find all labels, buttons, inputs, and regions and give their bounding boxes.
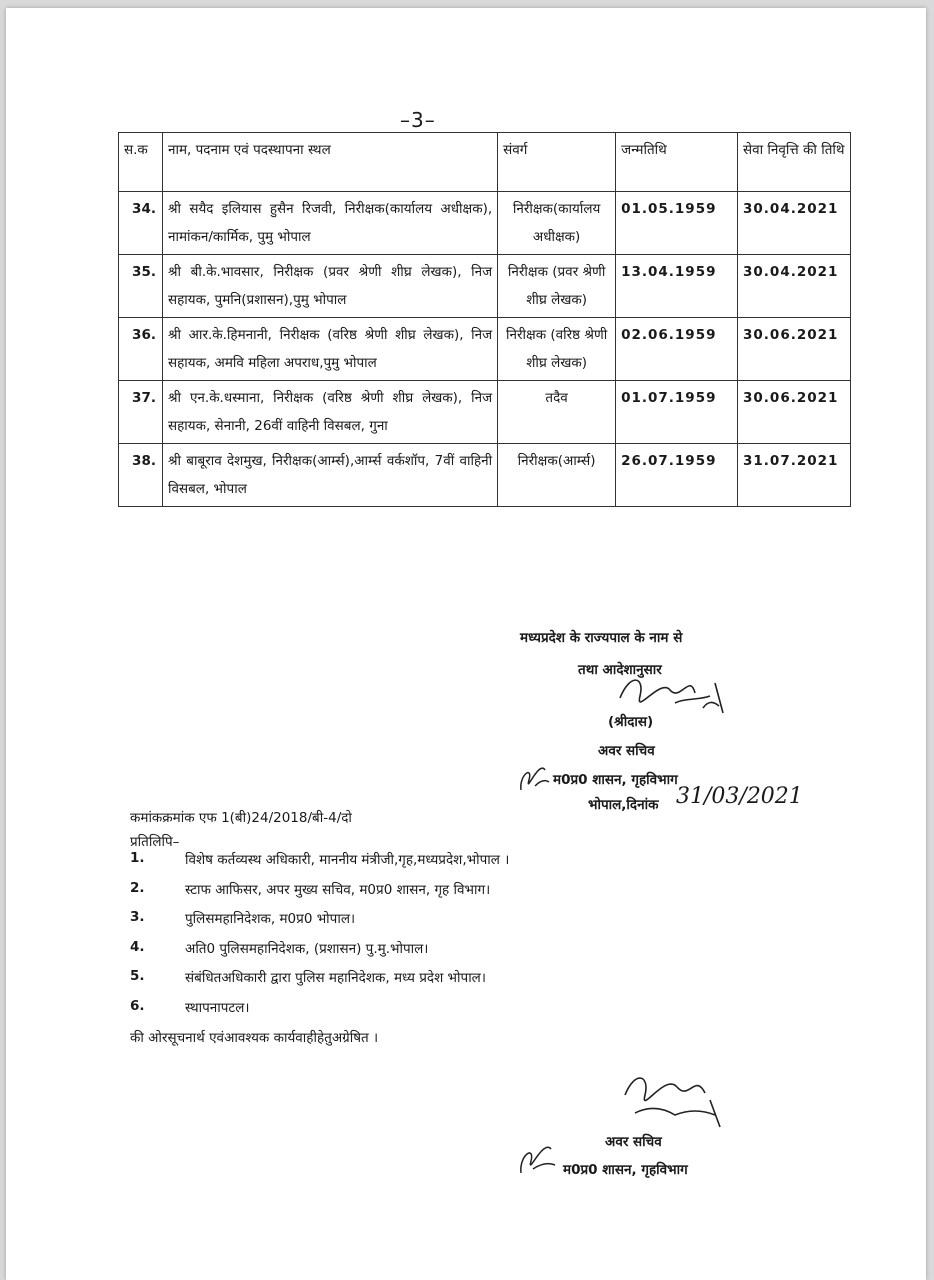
memo-footer: की ओरसूचनार्थ एवंआवश्यक कार्यवाहीहेतुअग्रेषित । — [130, 1030, 379, 1046]
row-name: श्री बाबूराव देशमुख, निरीक्षक(आर्म्स),आर्म्स वर्कशॉप, 7वीं वाहिनी विसबल, भोपाल — [162, 444, 497, 507]
signoff-designation: अवर सचिव — [605, 1134, 662, 1150]
row-retire: 31.07.2021 — [738, 444, 851, 507]
copy-number: 5. — [130, 968, 145, 984]
row-retire: 30.06.2021 — [738, 318, 851, 381]
table-row — [119, 318, 851, 381]
place-date-label: भोपाल,दिनांक — [588, 797, 659, 813]
header-dob: जन्मतिथि — [616, 133, 738, 192]
row-name: श्री आर.के.हिमनानी, निरीक्षक (वरिष्ठ श्रेणी शीघ्र लेखक), निज सहायक, अमवि महिला अपराध,पुमु भोपाल — [162, 318, 497, 381]
memo-number: कमांकक्रमांक एफ 1(बी)24/2018/बी-4/दो — [130, 810, 352, 826]
copy-number: 1. — [130, 850, 145, 866]
order-line-2: तथा आदेशानुसार — [578, 662, 662, 678]
row-sno: 34. — [119, 192, 163, 255]
row-name: श्री एन.के.धस्माना, निरीक्षक (वरिष्ठ श्रेणी शीघ्र लेखक), निज सहायक, सेनानी, 26वीं वाहिनी विसबल, गुना — [162, 381, 497, 444]
row-retire: 30.04.2021 — [738, 192, 851, 255]
row-sno: 36. — [119, 318, 163, 381]
row-sno: 38. — [119, 444, 163, 507]
table-row — [119, 381, 851, 444]
row-name: श्री सयैद इलियास हुसैन रिजवी, निरीक्षक(कार्यालय अधीक्षक), नामांकन/कार्मिक, पुमु भोपाल — [162, 192, 497, 255]
initials-icon — [515, 750, 553, 796]
copy-text: स्थापनापटल। — [185, 999, 250, 1016]
copy-label: प्रतिलिपि– — [130, 834, 180, 850]
order-line-1: मध्यप्रदेश के राज्यपाल के नाम से — [520, 630, 683, 646]
copy-text: अति0 पुलिसमहानिदेशक, (प्रशासन) पु.मु.भोपाल। — [185, 940, 429, 957]
page-number: –3– — [400, 108, 436, 132]
row-cadre: तदैव — [498, 381, 616, 444]
row-retire: 30.06.2021 — [738, 381, 851, 444]
signoff-dept: म0प्र0 शासन, गृहविभाग — [563, 1162, 688, 1178]
table-row — [119, 255, 851, 318]
handwritten-date: 31/03/2021 — [676, 784, 803, 809]
header-retire: सेवा निवृत्ति की तिथि — [738, 133, 851, 192]
table-header-row — [119, 133, 851, 192]
signature-icon — [615, 668, 740, 718]
table-row — [119, 444, 851, 507]
copy-number: 3. — [130, 909, 145, 925]
initials-icon — [515, 1125, 560, 1180]
header-cadre: संवर्ग — [498, 133, 616, 192]
officer-designation: अवर सचिव — [598, 743, 655, 759]
row-name: श्री बी.के.भावसार, निरीक्षक (प्रवर श्रेणी शीघ्र लेखक), निज सहायक, पुमनि(प्रशासन),पुमु भोपाल — [162, 255, 497, 318]
officer-dept: म0प्र0 शासन, गृहविभाग — [553, 772, 678, 788]
row-cadre: निरीक्षक (प्रवर श्रेणी शीघ्र लेखक) — [498, 255, 616, 318]
row-sno: 37. — [119, 381, 163, 444]
copy-text: विशेष कर्तव्यस्थ अधिकारी, माननीय मंत्रीजी,गृह,मध्यप्रदेश,भोपाल । — [185, 852, 510, 868]
copy-text: स्टाफ आफिसर, अपर मुख्य सचिव, म0प्र0 शासन, गृह विभाग। — [185, 881, 491, 898]
row-dob: 01.05.1959 — [616, 192, 738, 255]
header-sno: स.क — [119, 133, 163, 192]
row-dob: 02.06.1959 — [616, 318, 738, 381]
header-name: नाम, पदनाम एवं पदस्थापना स्थल — [162, 133, 497, 192]
copy-number: 6. — [130, 997, 145, 1014]
row-dob: 26.07.1959 — [616, 444, 738, 507]
row-dob: 13.04.1959 — [616, 255, 738, 318]
row-sno: 35. — [119, 255, 163, 318]
copy-text: पुलिसमहानिदेशक, म0प्र0 भोपाल। — [185, 911, 356, 927]
retirement-table — [118, 132, 851, 507]
row-cadre: निरीक्षक (वरिष्ठ श्रेणी शीघ्र लेखक) — [498, 318, 616, 381]
officer-name: (श्रीदास) — [608, 714, 654, 730]
copy-number: 2. — [130, 879, 145, 896]
row-cadre: निरीक्षक(कार्यालय अधीक्षक) — [498, 192, 616, 255]
row-retire: 30.04.2021 — [738, 255, 851, 318]
copy-number: 4. — [130, 938, 145, 955]
row-dob: 01.07.1959 — [616, 381, 738, 444]
copy-text: संबंधितअधिकारी द्वारा पुलिस महानिदेशक, मध्य प्रदेश भोपाल। — [185, 970, 486, 986]
signature-icon — [615, 1065, 730, 1135]
table-row — [119, 192, 851, 255]
row-cadre: निरीक्षक(आर्म्स) — [498, 444, 616, 507]
